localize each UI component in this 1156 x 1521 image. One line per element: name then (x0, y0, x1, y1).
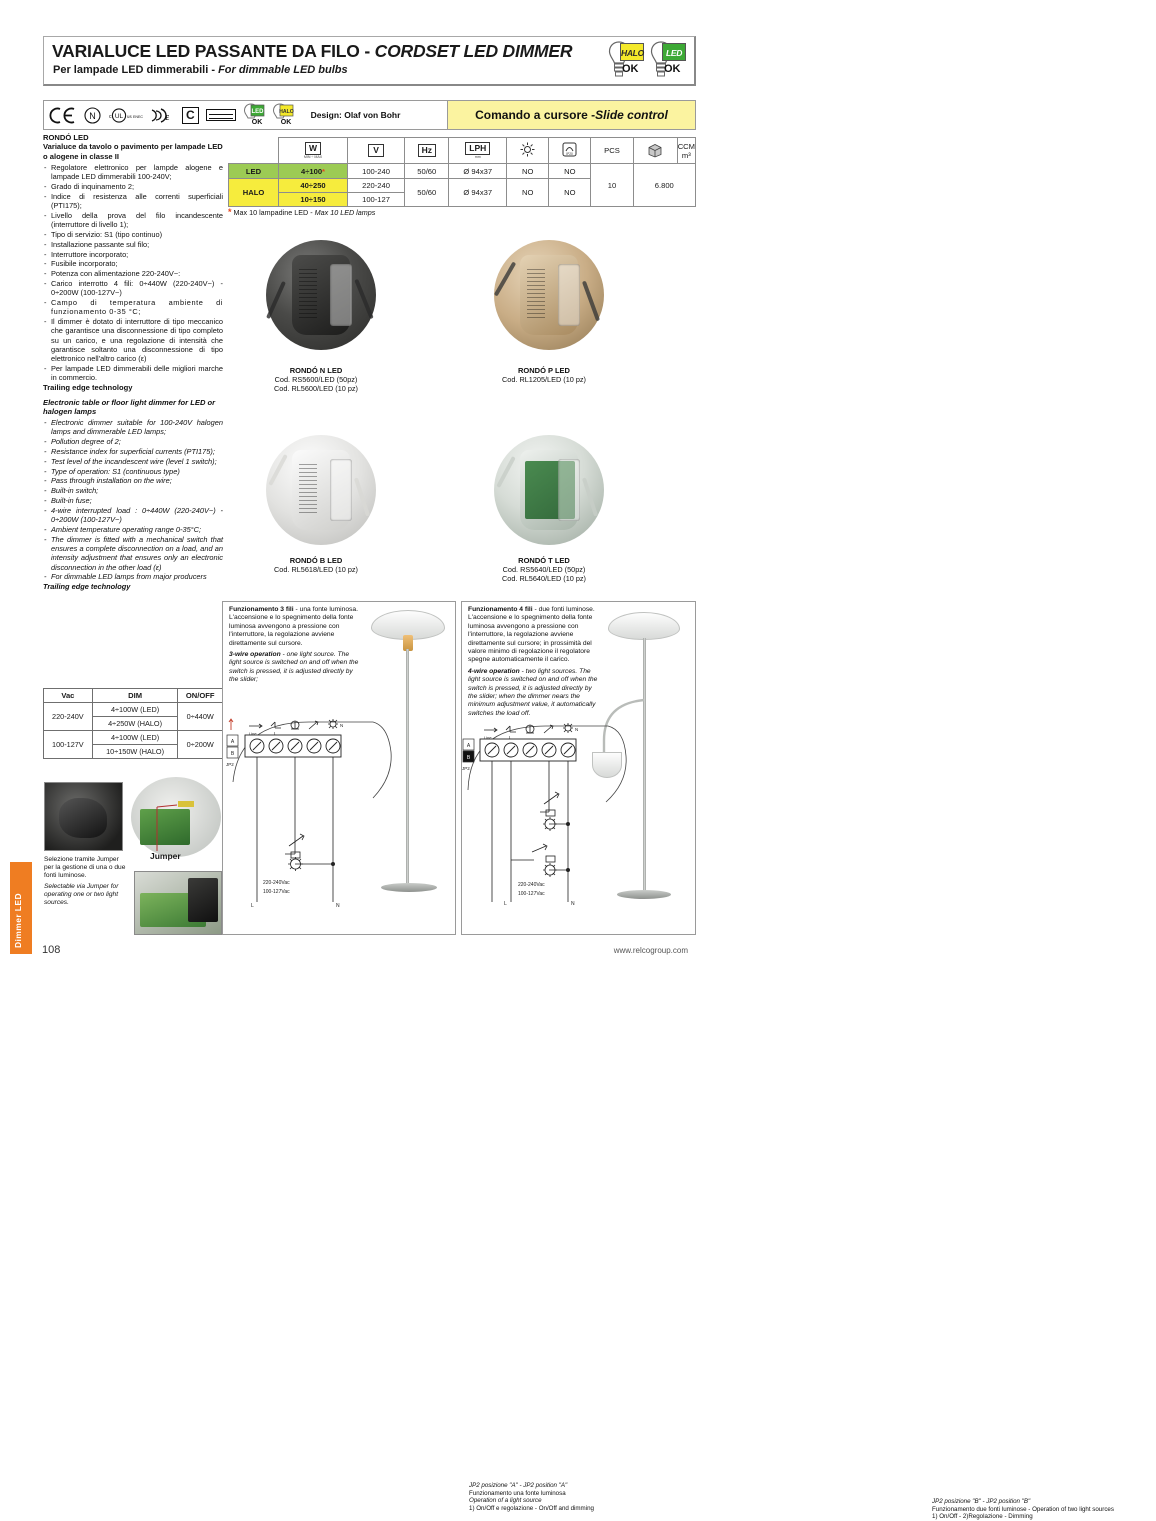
page-title-it: VARIALUCE LED PASSANTE DA FILO - (52, 41, 375, 61)
product-title-en: Electronic table or floor light dimmer for LED or halogen lamps (43, 397, 216, 416)
cell-dim: 10÷150W (HALO) (92, 745, 178, 759)
led-ok-mini-icon (243, 103, 265, 127)
product-name: RONDÓ N LED (289, 366, 343, 375)
bulb-badge-group (608, 40, 688, 82)
product-name-it: RONDÓ LED (43, 133, 89, 142)
cord (582, 281, 600, 322)
row-type-led: LED (229, 164, 279, 179)
halo-ok-label: OK (622, 63, 639, 75)
feature-item: - Potenza con alimentazione 220-240V~: (43, 269, 223, 278)
row-lph-led: Ø 94x37 (449, 164, 507, 179)
svg-text:220-240Vac: 220-240Vac (263, 880, 290, 886)
led-chip: LED (662, 43, 686, 61)
feature-item: - Installazione passante sul filo; (43, 240, 223, 249)
product-photo-rondo-t (494, 435, 604, 545)
ip-rating-icon (562, 150, 577, 159)
slider-control (558, 459, 580, 521)
table-row (44, 703, 223, 717)
svg-text:Line: Line (249, 731, 257, 736)
operation-title-en: 3-wire operation (229, 651, 281, 659)
product-code: Cod. RL1205/LED (10 pz) (502, 375, 586, 384)
row-w-halo-low: 10÷150 (279, 193, 348, 207)
svg-text:B: B (466, 755, 471, 761)
product-code: Cod. RS5640/LED (50pz) (502, 565, 586, 574)
footnote-star: * (228, 207, 232, 217)
page-subtitle-it: Per lampade LED dimmerabili - (53, 64, 219, 76)
row-v-halo-high: 220-240 (347, 179, 404, 193)
legend-text: 1) On/Off e regolazione - On/Off and dimming (469, 1504, 594, 1512)
vent-grille (299, 464, 317, 517)
jumper-label: Jumper (150, 851, 181, 861)
table-header-row (229, 138, 696, 164)
product-name: RONDÓ B LED (289, 556, 343, 565)
svg-text:JP2: JP2 (462, 766, 470, 771)
feature-item: - Pollution degree of 2; (43, 437, 223, 446)
jumper-pointer-line (131, 777, 221, 857)
product-caption-rondo-p (444, 366, 644, 384)
specification-table (228, 137, 696, 207)
star-marker: * (322, 166, 326, 176)
svg-text:N: N (575, 727, 579, 732)
cord (354, 477, 370, 516)
row-ip-led: NO (549, 164, 591, 179)
row-hz-led: 50/60 (405, 164, 449, 179)
feature-item: - Type of operation: S1 (continuous type) (43, 467, 223, 476)
row-lph-halo: Ø 94x37 (449, 179, 507, 207)
col-header-onoff: ON/OFF (178, 689, 223, 703)
volt-symbol: V (368, 144, 384, 157)
product-code: Cod. RL5618/LED (10 pz) (274, 565, 358, 574)
svg-text:HALO: HALO (278, 109, 294, 115)
dimmer-shape (59, 798, 107, 838)
n-mark-icon (84, 107, 101, 124)
cell-onoff: 0÷440W (178, 703, 223, 731)
section-side-tab (10, 862, 32, 954)
feature-item: - Il dimmer è dotato di interruttore di tipo meccanico che garantisce una disconnessione di tipo completo su un carico, e una regolazione di intensità che garantisce soltanto una disconnessione di tipo elettronico nell'altro carico (ε) (43, 317, 223, 363)
hz-symbol: Hz (418, 144, 436, 157)
feature-item: - Built-in switch; (43, 486, 223, 495)
svg-text:A: A (466, 743, 471, 749)
trailing-edge-it: Trailing edge technology (43, 383, 133, 393)
spec-header-pcs: PCS (591, 138, 633, 164)
spec-header-ccm: CCM m³ (677, 138, 695, 164)
svg-text:N: N (571, 901, 575, 907)
svg-text:IP20: IP20 (566, 152, 574, 156)
features-list-en (43, 418, 223, 582)
spec-header-w (279, 138, 348, 164)
row-w-led (279, 164, 348, 179)
power-rating-table (43, 688, 223, 759)
cell-onoff: 0÷200W (178, 731, 223, 759)
led-ok-badge (650, 40, 688, 82)
page-title-en: CORDSET LED DIMMER (374, 41, 573, 61)
features-list-it (43, 163, 223, 383)
side-tab-label: Dimmer LED (13, 892, 23, 948)
feature-item: - Test level of the incandescent wire (level 1 switch); (43, 457, 223, 466)
svg-text:us: us (127, 113, 132, 119)
col-header-vac: Vac (44, 689, 93, 703)
jumper-text-en: Selectable via Jumper for operating one or two light sources. (44, 883, 119, 906)
box-icon (647, 151, 663, 160)
designer-credit: Design: Olaf von Bohr (310, 110, 401, 120)
product-description-column (43, 133, 223, 591)
row-w-halo-high: 40÷250 (279, 179, 348, 193)
legend-line: JP2 posizione "B" - JP2 position "B" (932, 1498, 1031, 1505)
ul-mark-icon (108, 107, 142, 124)
spec-header-v (347, 138, 404, 164)
c-mark-icon: C (182, 107, 199, 124)
legend-line: 1) On/Off - 2)Regolazione - Dimming (932, 1513, 1033, 1521)
page-title (52, 41, 572, 62)
svg-text:JP2: JP2 (226, 762, 234, 767)
feature-item: - Carico interrotto 4 fili: 0÷440W (220-240V~) - 0÷200W (100-127V~) (43, 279, 223, 298)
svg-text:220-240Vac: 220-240Vac (518, 882, 545, 888)
product-caption-rondo-n (216, 366, 416, 393)
feature-item: - Grado di inquinamento 2; (43, 182, 223, 191)
table-row (44, 731, 223, 745)
operation-body-en: - one light source. The light source is switched on and off when the switch is pressed, it is adjusted directly by the slider; (229, 651, 359, 684)
led-ok-label: OK (664, 63, 681, 75)
cell-vac: 100-127V (44, 731, 93, 759)
cord (354, 279, 373, 319)
jumper-photo-terminal-closeup (134, 871, 222, 935)
feature-item: - 4-wire interrupted load : 0÷440W (220-240V~) - 0÷200W (100-127V~) (43, 506, 223, 525)
feature-item: - Per lampade LED dimmerabili delle migliori marche in commercio. (43, 364, 223, 383)
halo-chip: HALO (620, 43, 644, 61)
product-caption-rondo-t (444, 556, 644, 583)
feature-item: - The dimmer is fitted with a mechanical switch that ensures a complete disconnection on a load, and an intensity adjustment that ensures only an electronic disconnection in the other load (ε) (43, 535, 223, 572)
legend-3-wire (469, 1482, 669, 1512)
ce-mark-icon (51, 107, 77, 124)
footnote-it: Max 10 lampadine LED - (231, 208, 315, 217)
slider-control (558, 264, 580, 326)
spec-header-lph (449, 138, 507, 164)
svg-text:Line: Line (484, 735, 492, 740)
slide-control-banner (447, 101, 695, 129)
jumper-text-it: Selezione tramite Jumper per la gestione di una o due fonti luminose. (44, 856, 126, 879)
cord (268, 454, 287, 486)
svg-text:L: L (509, 735, 512, 740)
legend-line: JP2 posizione "A" - JP2 position "A" (469, 1482, 568, 1489)
product-desc-it: Varialuce da tavolo o pavimento per lampade LED o alogene in classe II (43, 142, 223, 161)
feature-item: - Built-in fuse; (43, 496, 223, 505)
spec-footnote (228, 207, 375, 217)
slider-control (330, 459, 352, 521)
spec-header-box (633, 138, 677, 164)
wiring-diagram-3-wire (223, 602, 457, 936)
jumper-photo-pcb-inside (131, 777, 221, 857)
slider-control (330, 264, 352, 326)
page-subtitle (53, 64, 348, 76)
sun-icon (520, 150, 535, 159)
halo-ok-mini-icon (272, 103, 294, 127)
cord (266, 281, 286, 319)
page-subtitle-en: For dimmable LED bulbs (218, 64, 348, 76)
feature-item: - Campo di temperatura ambiente di funzionamento 0-35 °C; (43, 298, 223, 317)
certification-strip (43, 100, 696, 130)
vent-grille (527, 269, 545, 322)
row-hz-halo: 50/60 (405, 179, 449, 207)
footnote-en: Max 10 LED lamps (314, 208, 376, 217)
feature-item: - Ambient temperature operating range 0-35°C; (43, 525, 223, 534)
halo-ok-badge (608, 40, 646, 82)
product-photo-rondo-b (266, 435, 376, 545)
col-header-dim: DIM (92, 689, 178, 703)
operation-body-en: - two light sources. The light source is switched on and off when the switch is pressed, it is adjusted directly by the slider; when the dimmer nears the minimum adjustment value, it automatically switches the load off. (468, 667, 598, 717)
svg-text:N: N (336, 903, 340, 909)
feature-item: - Resistance index for superficial currents (PTI175); (43, 447, 223, 456)
svg-text:L: L (251, 903, 254, 909)
legend-line: Funzionamento due fonti luminose - Operation of two light sources (932, 1505, 1114, 1513)
svg-text:L: L (274, 731, 277, 736)
table-row-led (229, 164, 696, 179)
website-url: www.relcogroup.com (613, 946, 688, 955)
row-ip-halo: NO (549, 179, 591, 207)
svg-text:LED: LED (251, 109, 264, 115)
svg-text:B: B (230, 751, 235, 757)
feature-item: - Indice di resistenza alle correnti superficiali (PTI175); (43, 192, 223, 211)
enec-mark-icon (149, 107, 175, 124)
svg-text:100-127Vac: 100-127Vac (263, 889, 290, 895)
row-pcs: 10 (591, 164, 633, 207)
vent-grille (299, 269, 317, 322)
svg-text:UL: UL (114, 112, 124, 120)
operation-title-en: 4-wire operation (468, 667, 520, 675)
spec-header-ip (549, 138, 591, 164)
product-caption-rondo-b (216, 556, 416, 574)
spec-corner-cell (229, 138, 279, 164)
feature-item: - Regolatore elettronico per lampde alogene e lampade LED dimmerabili 100-240V; (43, 163, 223, 182)
wiring-diagram-4-wire (462, 602, 697, 936)
page-title-box (43, 36, 696, 86)
lamp-symbol-icon (206, 109, 236, 121)
cord (496, 456, 515, 488)
svg-text:ε: ε (165, 111, 170, 123)
product-description-en (43, 398, 223, 592)
row-v-halo-low: 100-127 (347, 193, 404, 207)
operation-title-it: Funzionamento 3 fili (229, 606, 294, 613)
watt-symbol: W (305, 142, 321, 155)
row-v-led: 100-240 (347, 164, 404, 179)
feature-item: - Tipo di servizio: S1 (tipo continuo) (43, 230, 223, 239)
trailing-edge-en: Trailing edge technology (43, 582, 131, 592)
row-sun-halo: NO (507, 179, 549, 207)
cell-vac: 220-240V (44, 703, 93, 731)
operation-body-it: - una fonte luminosa. L'accensione e lo spegnimento della fonte luminosa avvengono a pressione con l'interruttore, la regolazione avviene direttamente sul cursore. (229, 606, 358, 647)
svg-text:A: A (230, 739, 235, 745)
feature-item: - Livello della prova del filo incandescente (interruttore di livello 1); (43, 211, 223, 230)
spec-header-sun (507, 138, 549, 164)
feature-item: - Pass through installation on the wire; (43, 476, 223, 485)
lph-symbol: LPH (465, 142, 490, 155)
product-name: RONDÓ T LED (518, 556, 570, 565)
svg-text:OK: OK (280, 119, 291, 126)
svg-text:N: N (89, 110, 96, 121)
feature-item: - Fusibile incorporato; (43, 259, 223, 268)
product-photo-rondo-n (266, 240, 376, 350)
svg-text:L: L (504, 901, 507, 907)
product-name: RONDÓ P LED (518, 366, 570, 375)
svg-text:OK: OK (251, 119, 262, 126)
cell-dim: 4÷250W (HALO) (92, 717, 178, 731)
cord (494, 262, 516, 297)
feature-item: - For dimmable LED lamps from major producers (43, 572, 223, 581)
certification-icon-group (44, 103, 400, 127)
legend-line (469, 1505, 669, 1513)
slide-control-it: Comando a cursore - (475, 108, 596, 122)
operation-body-it: - due fonti luminose. L'accensione e lo spegnimento della fonte luminosa avvengono a pressione con l'interruttore, la regolazione avviene direttamente sul cursore; in prossimità del valore minimo di regolazione il regolatore spegne automaticamente il carico. (468, 606, 595, 664)
cell-dim: 4÷100W (LED) (92, 703, 178, 717)
legend-line: Funzionamento una fonte luminosa (469, 1489, 566, 1497)
row-type-halo: HALO (229, 179, 279, 207)
page-number: 108 (42, 944, 61, 956)
table-header-row (44, 689, 223, 703)
product-code: Cod. RL5600/LED (10 pz) (274, 384, 358, 393)
slide-control-en: Slide control (595, 108, 668, 122)
product-code: Cod. RS5600/LED (50pz) (274, 375, 358, 384)
cord (582, 477, 598, 516)
jumper-photo-dimmer (44, 782, 123, 851)
operation-title-it: Funzionamento 4 fili (468, 606, 533, 613)
product-photo-rondo-p (494, 240, 604, 350)
svg-text:100-127Vac: 100-127Vac (518, 891, 545, 897)
legend-4-wire (932, 1498, 1156, 1521)
row-sun-led: NO (507, 164, 549, 179)
jumper-caption (44, 856, 126, 907)
legend-line: Operation of a light source (469, 1497, 542, 1505)
product-code: Cod. RL5640/LED (10 pz) (502, 574, 586, 583)
black-housing (188, 878, 217, 921)
svg-text:c: c (109, 113, 112, 120)
spec-header-hz (405, 138, 449, 164)
feature-item: - Electronic dimmer suitable for 100-240V halogen lamps and dimmerable LED lamps; (43, 418, 223, 437)
row-w-value: 4÷100 (300, 166, 323, 176)
svg-text:ENEC: ENEC (133, 114, 143, 119)
row-ccm: 6.800 (633, 164, 695, 207)
svg-text:N: N (340, 723, 344, 728)
feature-item: - Interruttore incorporato; (43, 250, 223, 259)
cell-dim: 4÷100W (LED) (92, 731, 178, 745)
watt-sublabel: MIN ÷ MAX (303, 155, 323, 159)
lph-sublabel: mm (474, 155, 481, 159)
